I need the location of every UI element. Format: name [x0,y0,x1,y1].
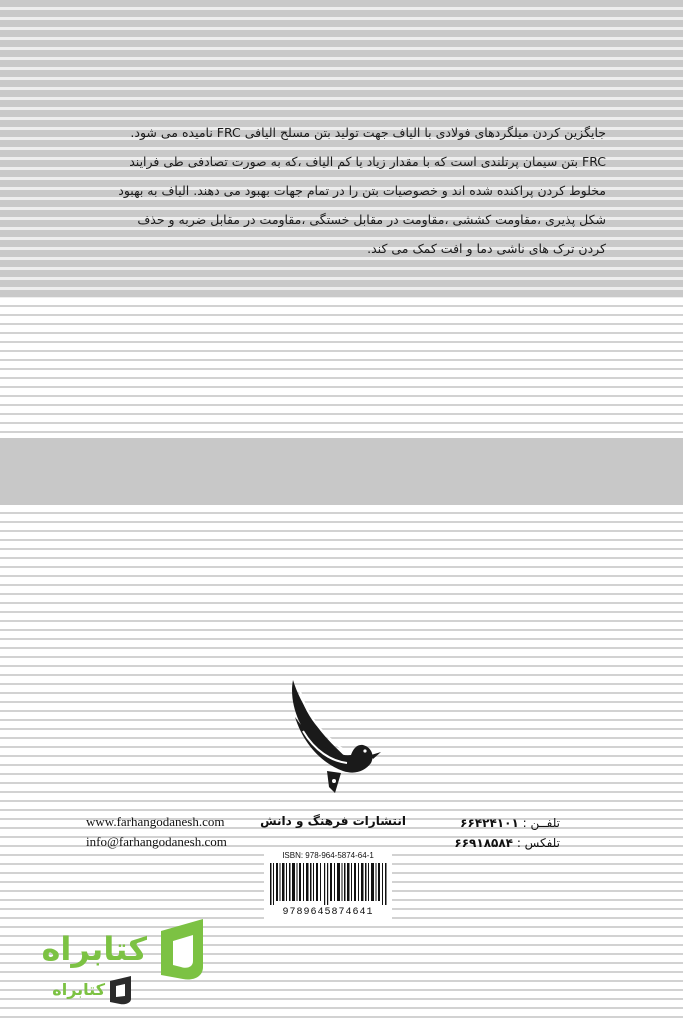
watermark [35,915,215,1010]
watermark-small-text: کتابراه [52,980,105,999]
email-link[interactable]: info@farhangodanesh.com [86,834,227,849]
barcode-icon [268,863,388,905]
fax-label: تلفکس : [516,836,560,850]
blurb-line: شکل پذیری ،مقاومت کششی ،مقاومت در مقابل خستگی ،مقاومت در مقابل ضربه و حذف [137,212,606,227]
middle-striped-panel [0,298,683,438]
back-cover-blurb [84,118,606,263]
ketabrah-small-logo-icon [107,975,133,1005]
blurb-line: مخلوط کردن پراکنده شده اند و خصوصیات بتن را در تمام جهات بهبود می دهند. الیاف به بهبود [118,183,606,198]
fax-row [420,836,560,850]
bird-pen-nib-icon [285,675,385,800]
blurb-line: کردن ترک های ناشی دما و افت کمک می کند. [367,241,606,256]
barcode-number: 9789645874641 [282,907,374,918]
ketabrah-logo-icon [153,917,209,981]
watermark-text: کتابراه [41,930,147,968]
phone-number: ۶۶۴۲۴۱۰۱ [460,816,519,830]
isbn-label: ISBN: 978-964-5874-64-1 [282,851,374,860]
phone-label: تلفــن : [522,816,560,830]
isbn-barcode-box [264,849,392,921]
gray-band [0,438,683,505]
blurb-line: FRC بتن سیمان پرتلندی است که با مقدار زیاد یا کم الیاف ،که به صورت تصادفی طی فرایند [129,154,606,169]
blurb-line: جایگزین کردن میلگردهای فولادی با الیاف جهت تولید بتن مسلح الیافی FRC نامیده می شود. [130,125,606,140]
publisher-name: انتشارات فرهنگ و دانش [260,814,406,828]
phone-row [420,816,560,830]
website-link[interactable]: www.farhangodanesh.com [86,814,225,829]
fax-number: ۶۶۹۱۸۵۸۴ [454,836,513,850]
